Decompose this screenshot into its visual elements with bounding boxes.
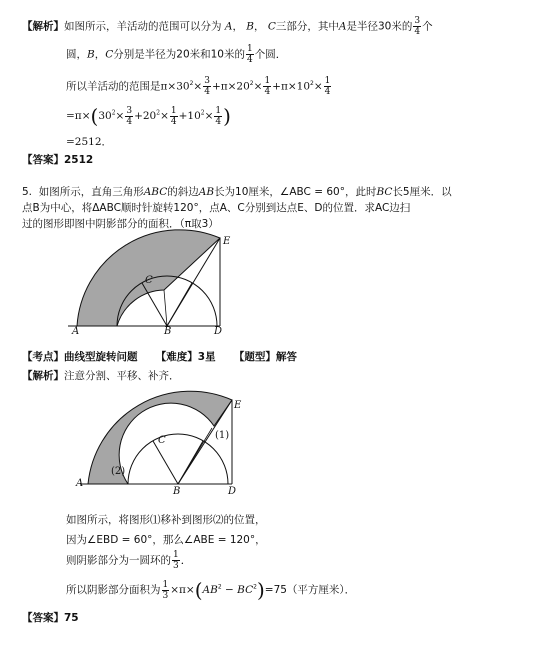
p5-solution-line3: 则阴影部分为一圆环的 $\frac{1}{3}$ ． [66, 550, 192, 571]
p4-result-line: =2512． [66, 136, 113, 148]
p4-formula-line1: 所以羊活动的范围是$\pi\times 30^2\times$ $\frac{3}{4}$ $+\pi\times 20^2\times$ $\frac{1}{4}$ $+\pi\times 10^2\times$ $\frac{1}{4}$ [66, 76, 331, 97]
p5-meta-line: 【考点】曲线型旋转问题 【难度】3星 【题型】解答 [22, 351, 297, 363]
nandu-value: 3星 [197, 351, 216, 363]
fig2-region-2: (2) [111, 466, 126, 477]
fig1-label-D: D [214, 326, 223, 337]
answer-value: 2512 [64, 154, 94, 166]
fig2-label-B: B [173, 486, 181, 497]
p4-analysis-line2: 圆，B，C分别是半径为20米和10米的 $\frac{1}{4}$ 个圆． [66, 44, 287, 65]
answer-value: 75 [64, 612, 79, 624]
fig2-label-E: E [234, 400, 242, 411]
fig1-label-E: E [223, 236, 231, 247]
tixing-value: 解答 [275, 351, 297, 363]
p5-solution-line4: 所以阴影部分面积为 $\frac{1}{3}$ $\times\pi\times(AB^2 - BC^2)=75$（平方厘米）． [66, 578, 356, 602]
p5-analysis-line: 【解析】注意分割、平移、补齐． [22, 370, 180, 382]
fraction-1-3: $\frac{1}{3}$ [173, 550, 179, 571]
analysis-tag: 【解析】 [22, 370, 64, 382]
analysis-tag: 【解析】 [22, 20, 64, 33]
problem-number: 5. [22, 186, 33, 198]
fraction-1-4: $\frac{1}{4}$ [247, 44, 253, 65]
p5-answer [22, 610, 79, 625]
fig2-label-C: C [158, 435, 166, 446]
p4-analysis-line1: 【解析】如图所示，羊活动的范围可以分为 A， B， C三部分，其中A是半径30米的 $\frac{3}{4}$ 个 [22, 16, 433, 37]
kaodian-value: 曲线型旋转问题 [64, 351, 138, 363]
fig2-label-D: D [228, 486, 237, 497]
p5-question-line2: 点B为中心，将ΔABC顺时针旋转120°，点A、C分别到达点E、D的位置．求AC边扫 [22, 202, 411, 214]
p5-question-line1: 5. 如图所示，直角三角形ABC的斜边AB长为10厘米，∠ABC = 60°，此时BC长5厘米．以 [22, 186, 452, 198]
fig1-label-A: A [72, 326, 80, 337]
p5-solution-line1: 如图所示，将图形⑴移补到图形⑵的位置， [66, 514, 266, 526]
p5-question-line3: 过的图形即图中阴影部分的面积．（π取3） [22, 218, 219, 230]
fig2-label-A: A [76, 478, 84, 489]
answer-tag: 【答案】 [22, 154, 64, 166]
fig2-region-1: (1) [215, 430, 230, 441]
p4-formula-line2: $=\pi\times(30^2\times$ $\frac{3}{4}$ $+20^2\times$ $\frac{1}{4}$ $+10^2\times$ $\frac{1}{4}$ ) [66, 104, 231, 128]
answer-tag: 【答案】 [22, 612, 64, 624]
fraction-3-4: $\frac{3}{4}$ [414, 16, 421, 37]
fig1-label-C: C [145, 275, 153, 286]
small-semicircle-2 [128, 434, 228, 484]
p5-solution-line2: 因为∠EBD = 60°，那么∠ABE = 120°， [66, 534, 266, 546]
fig1-label-B: B [164, 326, 172, 337]
p4-answer [22, 152, 93, 167]
